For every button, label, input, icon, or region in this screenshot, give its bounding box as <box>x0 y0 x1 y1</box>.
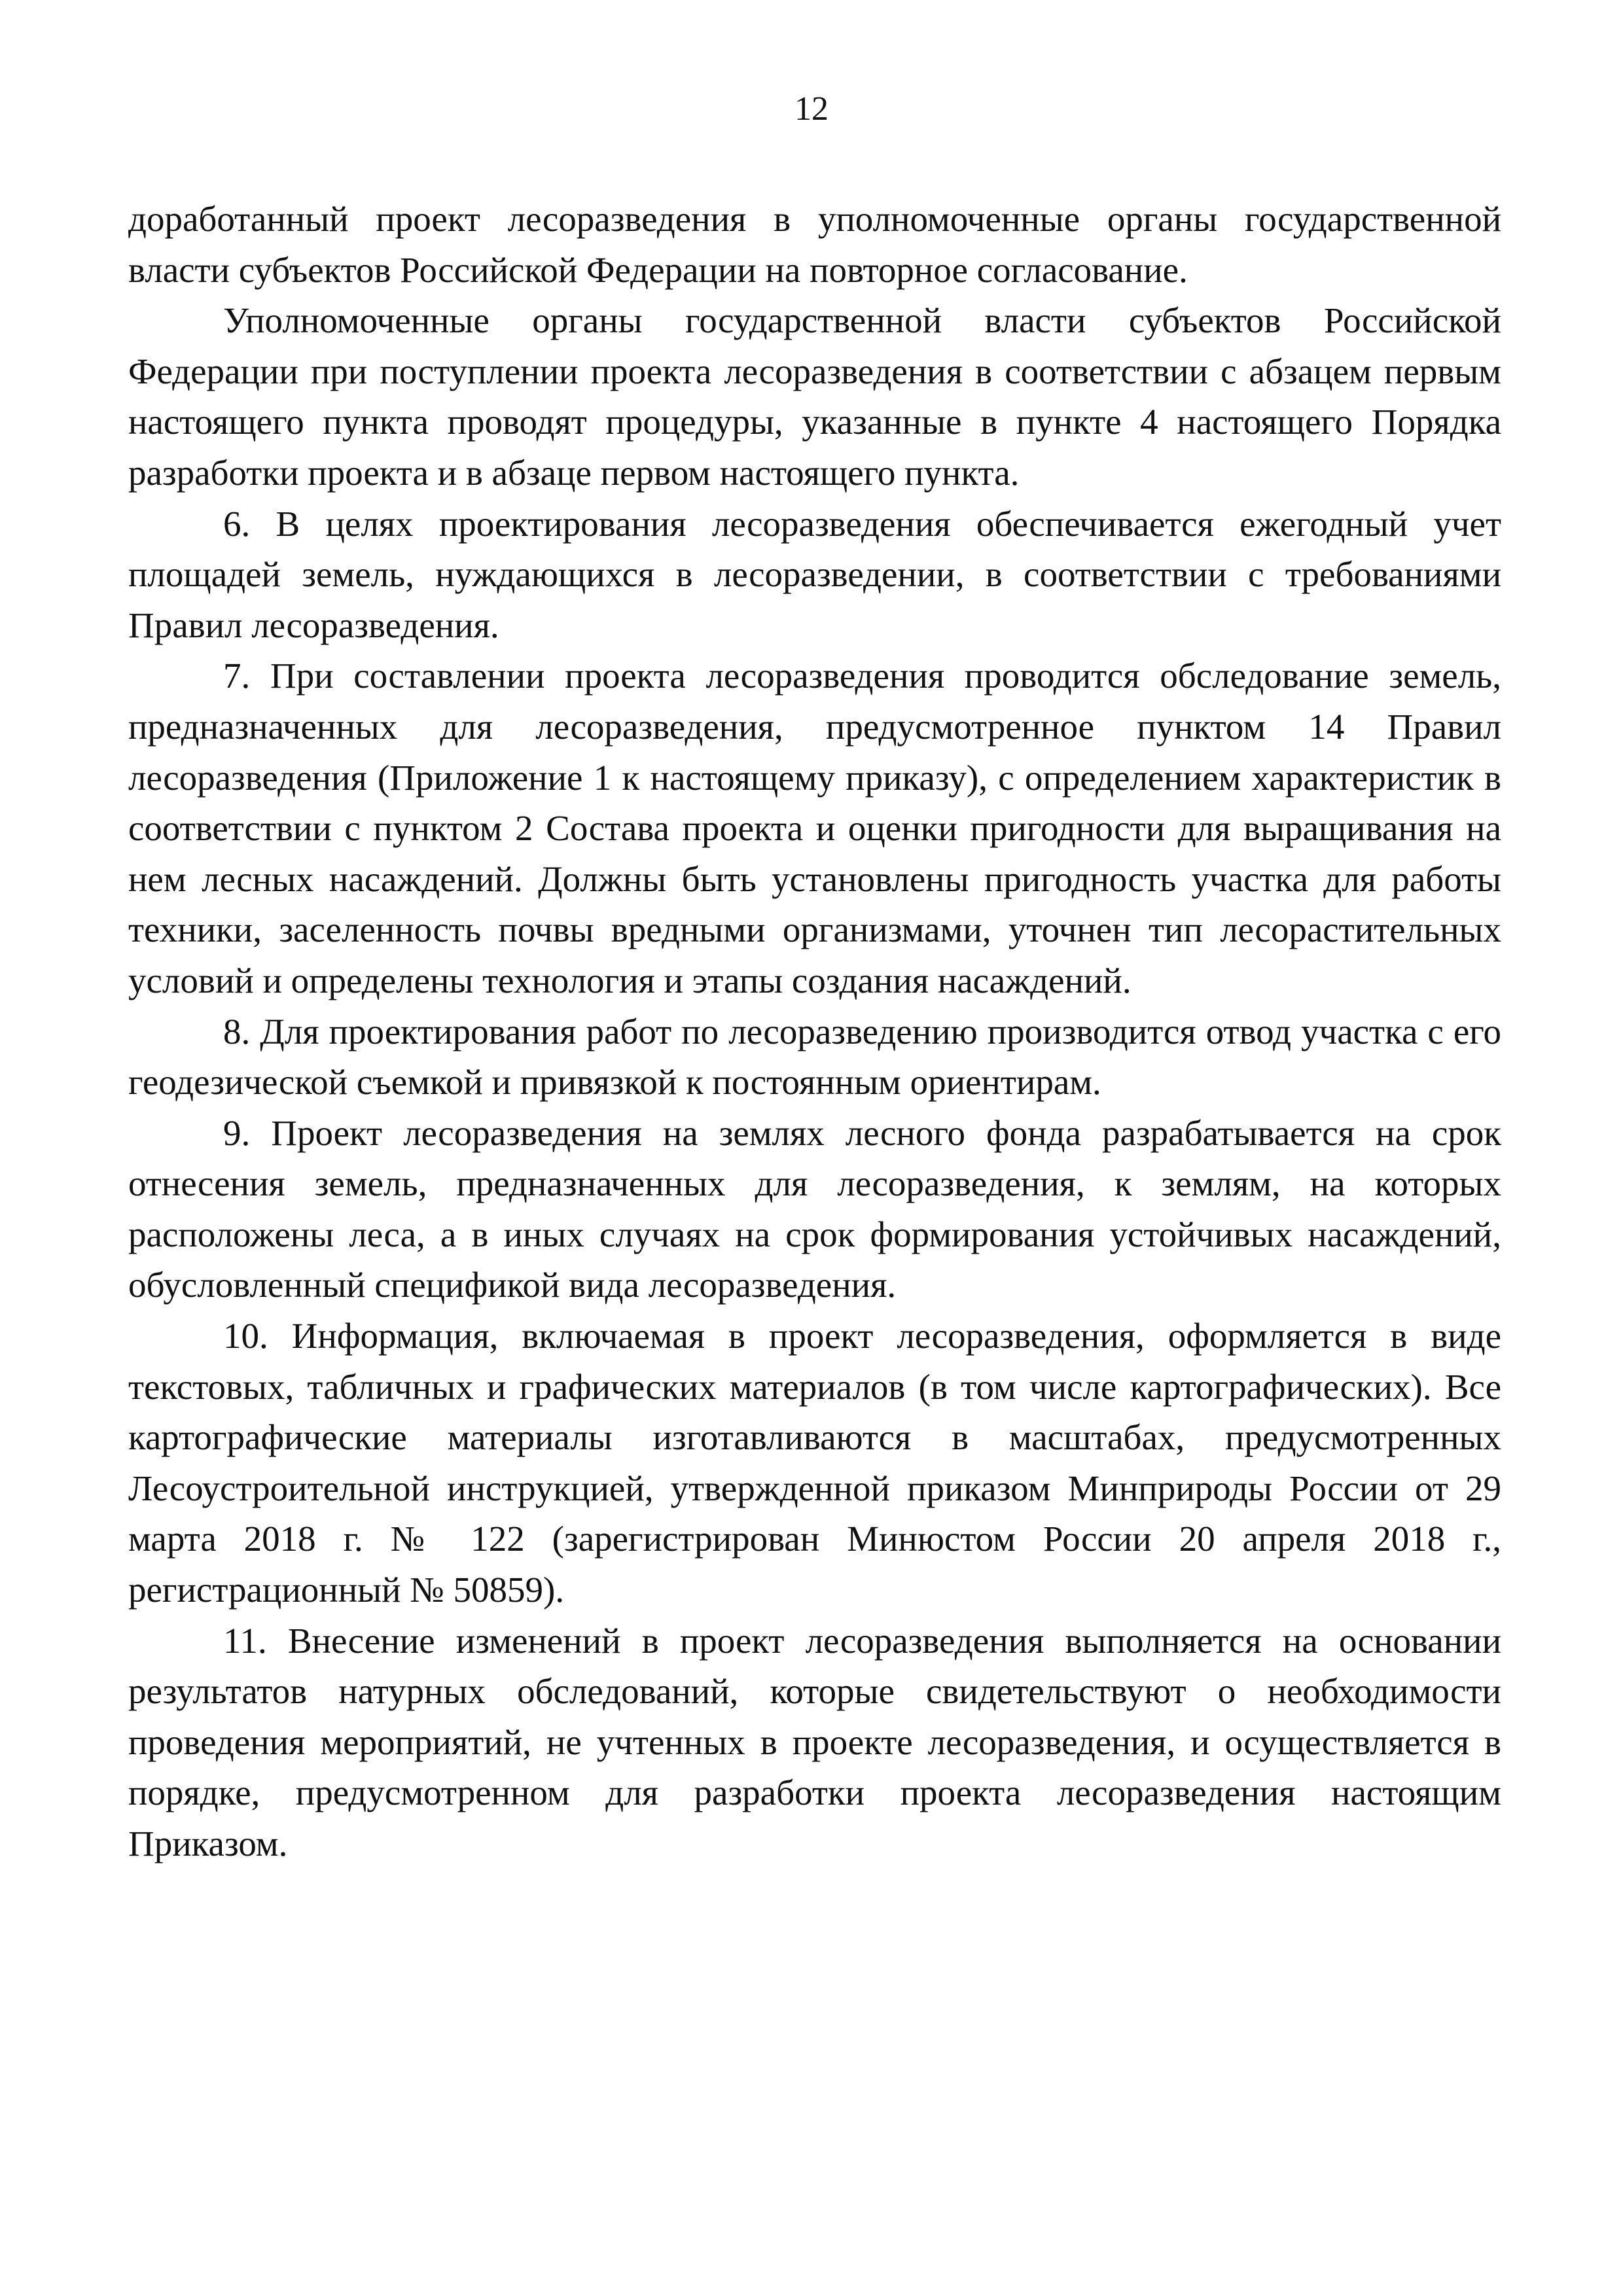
paragraph-continuation: доработанный проект лесоразведения в уполномоченные органы государственной власти субъектов Российской Федерации на повторное согласование. <box>128 199 1501 290</box>
page-number: 12 <box>794 90 829 128</box>
paragraph-item-8: 8. Для проектирования работ по лесоразведению производится отвод участка с его геодезической съемкой и привязкой к постоянным ориентирам. <box>128 1011 1501 1103</box>
document-body <box>128 194 1501 1869</box>
paragraph-item-10: 10. Информация, включаемая в проект лесоразведения, оформляется в виде текстовых, табличных и графических материалов (в том числе картографических). Все картографические материалы изготавливаются в масштабах, предусмотренных Лесоустроительной инструкцией, утвержденной приказом Минприроды России от 29 марта 2018 г. № 122 (зарегистрирован Минюстом России 20 апреля 2018 г., регистрационный № 50859). <box>128 1316 1501 1610</box>
paragraph-item-11: 11. Внесение изменений в проект лесоразведения выполняется на основании результатов натурных обследований, которые свидетельствуют о необходимости проведения мероприятий, не учтенных в проекте лесоразведения, и осуществляется в порядке, предусмотренном для разработки проекта лесоразведения настоящим Приказом. <box>128 1620 1501 1863</box>
paragraph-authorities-procedure: Уполномоченные органы государственной власти субъектов Российской Федерации при поступлении проекта лесоразведения в соответствии с абзацем первым настоящего пункта проводят процедуры, указанные в пункте 4 настоящего Порядка разработки проекта и в абзаце первом настоящего пункта. <box>128 300 1501 493</box>
paragraph-item-9: 9. Проект лесоразведения на землях лесного фонда разрабатывается на срок отнесения земель, предназначенных для лесоразведения, к землям, на которых расположены леса, а в иных случаях на срок формирования устойчивых насаждений, обусловленный спецификой вида лесоразведения. <box>128 1112 1501 1305</box>
paragraph-item-7: 7. При составлении проекта лесоразведения проводится обследование земель, предназначенных для лесоразведения, предусмотренное пунктом 14 Правил лесоразведения (Приложение 1 к настоящему приказу), с определением характеристик в соответствии с пунктом 2 Состава проекта и оценки пригодности для выращивания на нем лесных насаждений. Должны быть установлены пригодность участка для работы техники, заселенность почвы вредными организмами, уточнен тип лесорастительных условий и определены технология и этапы создания насаждений. <box>128 656 1501 1000</box>
paragraph-item-6: 6. В целях проектирования лесоразведения обеспечивается ежегодный учет площадей земель, нуждающихся в лесоразведении, в соответствии с требованиями Правил лесоразведения. <box>128 503 1501 645</box>
